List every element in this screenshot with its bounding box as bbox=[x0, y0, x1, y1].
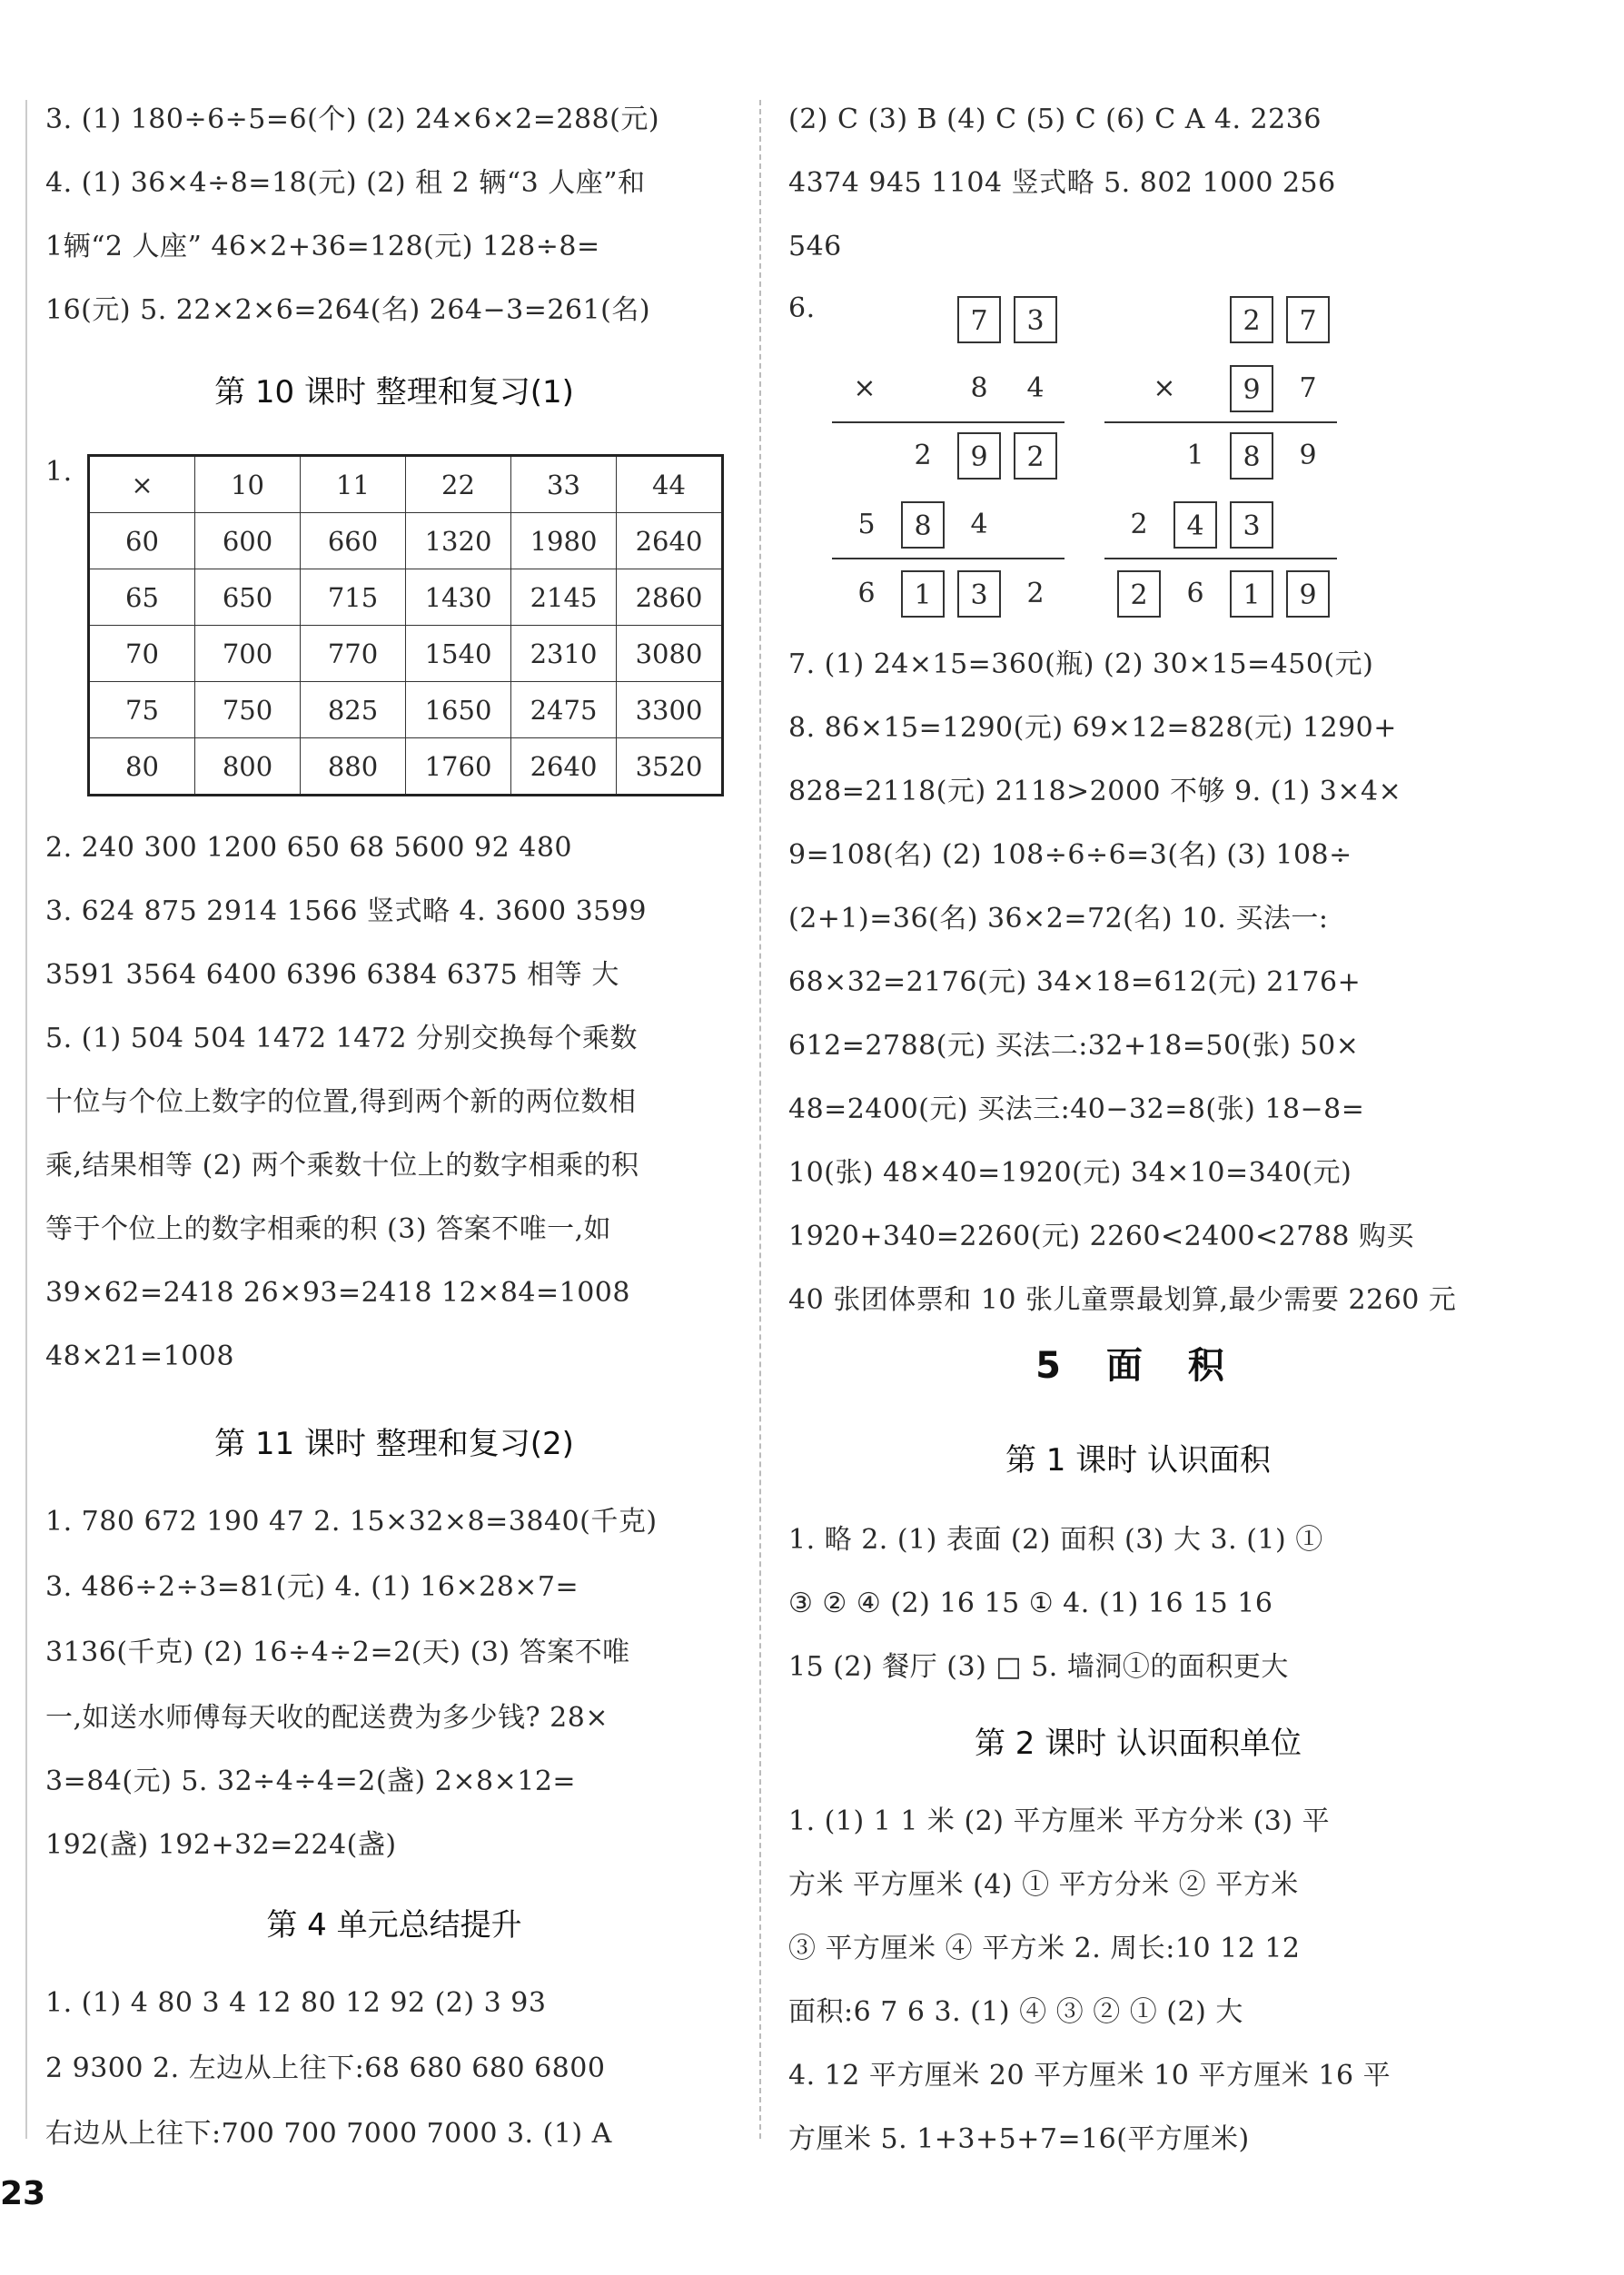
table-cell: 1540 bbox=[406, 626, 511, 682]
table-cell: 600 bbox=[195, 513, 301, 569]
table-cell: 825 bbox=[301, 682, 406, 738]
answer-line: 40 张团体票和 10 张儿童票最划算,最少需要 2260 元 bbox=[788, 1284, 1457, 1316]
table-cell: × bbox=[89, 456, 195, 513]
table-cell: 33 bbox=[511, 456, 617, 513]
multiply-sign: × bbox=[853, 372, 876, 404]
table-cell: 22 bbox=[406, 456, 511, 513]
table-cell: 1320 bbox=[406, 513, 511, 569]
answer-line: 3136(千克) (2) 16÷4÷2=2(天) (3) 答案不唯 bbox=[45, 1637, 630, 1668]
digit: 7 bbox=[1299, 372, 1317, 404]
table-cell: 3300 bbox=[617, 682, 723, 738]
answer-line: 2 9300 2. 左边从上往下:68 680 680 6800 bbox=[45, 2052, 606, 2084]
filled-digit-box: 7 bbox=[1286, 296, 1330, 343]
answer-line: 乘,结果相等 (2) 两个乘数十位上的数字相乘的积 bbox=[45, 1150, 639, 1182]
answer-line: 612=2788(元) 买法二:32+18=50(张) 50× bbox=[788, 1030, 1360, 1062]
answer-line: 7. (1) 24×15=360(瓶) (2) 30×15=450(元) bbox=[788, 648, 1374, 680]
table-cell: 70 bbox=[89, 626, 195, 682]
digit: 4 bbox=[1026, 372, 1045, 404]
table-cell: 800 bbox=[195, 738, 301, 796]
table-cell: 2310 bbox=[511, 626, 617, 682]
answer-line: 右边从上往下:700 700 7000 7000 3. (1) A bbox=[45, 2118, 612, 2150]
table-cell: 660 bbox=[301, 513, 406, 569]
question-number: 6. bbox=[788, 292, 816, 324]
filled-digit-box: 7 bbox=[957, 296, 1001, 343]
filled-digit-box: 9 bbox=[1286, 570, 1330, 618]
table-cell: 60 bbox=[89, 513, 195, 569]
table-cell: 2640 bbox=[511, 738, 617, 796]
digit: 2 bbox=[1130, 509, 1148, 540]
table-cell: 65 bbox=[89, 569, 195, 626]
table-row bbox=[89, 626, 723, 682]
lesson-10-heading: 第 10 课时 整理和复习(1) bbox=[214, 374, 574, 410]
answer-line: ③ ② ④ (2) 16 15 ① 4. (1) 16 15 16 bbox=[788, 1588, 1273, 1619]
table-cell: 3080 bbox=[617, 626, 723, 682]
answer-line: 10(张) 48×40=1920(元) 34×10=340(元) bbox=[788, 1157, 1352, 1189]
filled-digit-box: 8 bbox=[901, 501, 945, 549]
table-cell: 750 bbox=[195, 682, 301, 738]
answer-line: 15 (2) 餐厅 (3) □ 5. 墙洞①的面积更大 bbox=[788, 1651, 1289, 1683]
answer-line: 3=84(元) 5. 32÷4÷4=2(盏) 2×8×12= bbox=[45, 1766, 577, 1797]
answer-line: 3591 3564 6400 6396 6384 6375 相等 大 bbox=[45, 959, 619, 991]
filled-digit-box: 2 bbox=[1014, 432, 1057, 480]
answer-line: (2) C (3) B (4) C (5) C (6) C A 4. 2236 bbox=[788, 104, 1322, 135]
answer-line: 3. 624 875 2914 1566 竖式略 4. 3600 3599 bbox=[45, 895, 647, 927]
digit: 5 bbox=[857, 509, 876, 540]
answer-line: 546 bbox=[788, 231, 842, 262]
rule-line bbox=[1104, 558, 1337, 559]
rule-line bbox=[1104, 421, 1337, 423]
left-margin-rule bbox=[25, 100, 27, 2139]
unit-4-summary-heading: 第 4 单元总结提升 bbox=[266, 1907, 522, 1944]
lesson-1-heading: 第 1 课时 认识面积 bbox=[1005, 1442, 1272, 1479]
answer-line: 4374 945 1104 竖式略 5. 802 1000 256 bbox=[788, 167, 1336, 199]
answer-line: 等于个位上的数字相乘的积 (3) 答案不唯一,如 bbox=[45, 1213, 612, 1245]
digit: 1 bbox=[1186, 440, 1204, 471]
digit: 4 bbox=[970, 509, 988, 540]
answer-line: 3. (1) 180÷6÷5=6(个) (2) 24×6×2=288(元) bbox=[45, 104, 660, 135]
table-cell: 700 bbox=[195, 626, 301, 682]
answer-line: 2. 240 300 1200 650 68 5600 92 480 bbox=[45, 832, 572, 864]
answer-line: 1. 780 672 190 47 2. 15×32×8=3840(千克) bbox=[45, 1506, 658, 1538]
answer-line: 方米 平方厘米 (4) ① 平方分米 ② 平方米 bbox=[788, 1869, 1299, 1901]
answer-line: 192(盏) 192+32=224(盏) bbox=[45, 1829, 397, 1861]
rule-line bbox=[832, 421, 1065, 423]
table-cell: 11 bbox=[301, 456, 406, 513]
digit: 2 bbox=[1026, 578, 1045, 609]
question-number: 1. bbox=[45, 456, 73, 488]
filled-digit-box: 3 bbox=[957, 570, 1001, 618]
rule-line bbox=[832, 558, 1065, 559]
answer-line: 1920+340=2260(元) 2260<2400<2788 购买 bbox=[788, 1221, 1415, 1252]
table-row bbox=[89, 569, 723, 626]
answer-line: 4. (1) 36×4÷8=18(元) (2) 租 2 辆“3 人座”和 bbox=[45, 167, 646, 199]
page-number: 23 bbox=[0, 2175, 46, 2212]
answer-line: 5. (1) 504 504 1472 1472 分别交换每个乘数 bbox=[45, 1023, 639, 1054]
filled-digit-box: 3 bbox=[1230, 501, 1273, 549]
answer-line: 1. (1) 1 1 米 (2) 平方厘米 平方分米 (3) 平 bbox=[788, 1805, 1331, 1837]
table-row bbox=[89, 682, 723, 738]
digit: 2 bbox=[914, 440, 932, 471]
answer-line: 1辆“2 人座” 46×2+36=128(元) 128÷8= bbox=[45, 231, 600, 262]
table-cell: 1650 bbox=[406, 682, 511, 738]
table-header-row bbox=[89, 456, 723, 513]
answer-line: 9=108(名) (2) 108÷6÷6=3(名) (3) 108÷ bbox=[788, 839, 1352, 871]
answer-line: 48×21=1008 bbox=[45, 1340, 234, 1372]
table-cell: 10 bbox=[195, 456, 301, 513]
answer-line: 16(元) 5. 22×2×6=264(名) 264−3=261(名) bbox=[45, 294, 651, 326]
answer-line: 39×62=2418 26×93=2418 12×84=1008 bbox=[45, 1277, 630, 1309]
table-row bbox=[89, 513, 723, 569]
lesson-11-heading: 第 11 课时 整理和复习(2) bbox=[214, 1426, 574, 1462]
table-cell: 44 bbox=[617, 456, 723, 513]
table-cell: 80 bbox=[89, 738, 195, 796]
table-cell: 2475 bbox=[511, 682, 617, 738]
answer-line: 1. 略 2. (1) 表面 (2) 面积 (3) 大 3. (1) ① bbox=[788, 1524, 1323, 1556]
answer-line: 8. 86×15=1290(元) 69×12=828(元) 1290+ bbox=[788, 712, 1397, 744]
filled-digit-box: 4 bbox=[1173, 501, 1217, 549]
filled-digit-box: 9 bbox=[1230, 365, 1273, 412]
answer-line: ③ 平方厘米 ④ 平方米 2. 周长:10 12 12 bbox=[788, 1933, 1301, 1964]
answer-line: 方厘米 5. 1+3+5+7=16(平方厘米) bbox=[788, 2123, 1250, 2155]
digit: 6 bbox=[1186, 578, 1204, 609]
table-cell: 2860 bbox=[617, 569, 723, 626]
filled-digit-box: 3 bbox=[1014, 296, 1057, 343]
answer-line: 十位与个位上数字的位置,得到两个新的两位数相 bbox=[45, 1086, 637, 1118]
table-cell: 2145 bbox=[511, 569, 617, 626]
table-row bbox=[89, 738, 723, 796]
answer-line: 1. (1) 4 80 3 4 12 80 12 92 (2) 3 93 bbox=[45, 1987, 547, 2019]
filled-digit-box: 2 bbox=[1230, 296, 1273, 343]
filled-digit-box: 8 bbox=[1230, 432, 1273, 480]
table-cell: 1980 bbox=[511, 513, 617, 569]
table-cell: 880 bbox=[301, 738, 406, 796]
digit: 9 bbox=[1299, 440, 1317, 471]
multiplication-table bbox=[87, 454, 724, 796]
chapter-5-heading: 5 面 积 bbox=[1035, 1345, 1241, 1387]
table-cell: 75 bbox=[89, 682, 195, 738]
answer-line: 828=2118(元) 2118>2000 不够 9. (1) 3×4× bbox=[788, 776, 1402, 807]
filled-digit-box: 1 bbox=[901, 570, 945, 618]
table-cell: 3520 bbox=[617, 738, 723, 796]
table-cell: 1760 bbox=[406, 738, 511, 796]
answer-line: 一,如送水师傅每天收的配送费为多少钱? 28× bbox=[45, 1702, 609, 1734]
table-cell: 1430 bbox=[406, 569, 511, 626]
answer-line: 4. 12 平方厘米 20 平方厘米 10 平方厘米 16 平 bbox=[788, 2060, 1391, 2092]
table-cell: 650 bbox=[195, 569, 301, 626]
filled-digit-box: 9 bbox=[957, 432, 1001, 480]
table-cell: 2640 bbox=[617, 513, 723, 569]
filled-digit-box: 2 bbox=[1117, 570, 1161, 618]
column-divider bbox=[759, 100, 761, 2139]
answer-line: 68×32=2176(元) 34×18=612(元) 2176+ bbox=[788, 966, 1362, 998]
filled-digit-box: 1 bbox=[1230, 570, 1273, 618]
table-cell: 770 bbox=[301, 626, 406, 682]
answer-line: 3. 486÷2÷3=81(元) 4. (1) 16×28×7= bbox=[45, 1571, 579, 1603]
multiply-sign: × bbox=[1153, 372, 1176, 404]
digit: 6 bbox=[857, 578, 876, 609]
answer-line: 面积:6 7 6 3. (1) ④ ③ ② ① (2) 大 bbox=[788, 1996, 1243, 2028]
digit: 8 bbox=[970, 372, 988, 404]
answer-line: (2+1)=36(名) 36×2=72(名) 10. 买法一: bbox=[788, 903, 1329, 935]
answer-line: 48=2400(元) 买法三:40−32=8(张) 18−8= bbox=[788, 1093, 1365, 1125]
lesson-2-heading: 第 2 课时 认识面积单位 bbox=[974, 1726, 1302, 1762]
table-cell: 715 bbox=[301, 569, 406, 626]
